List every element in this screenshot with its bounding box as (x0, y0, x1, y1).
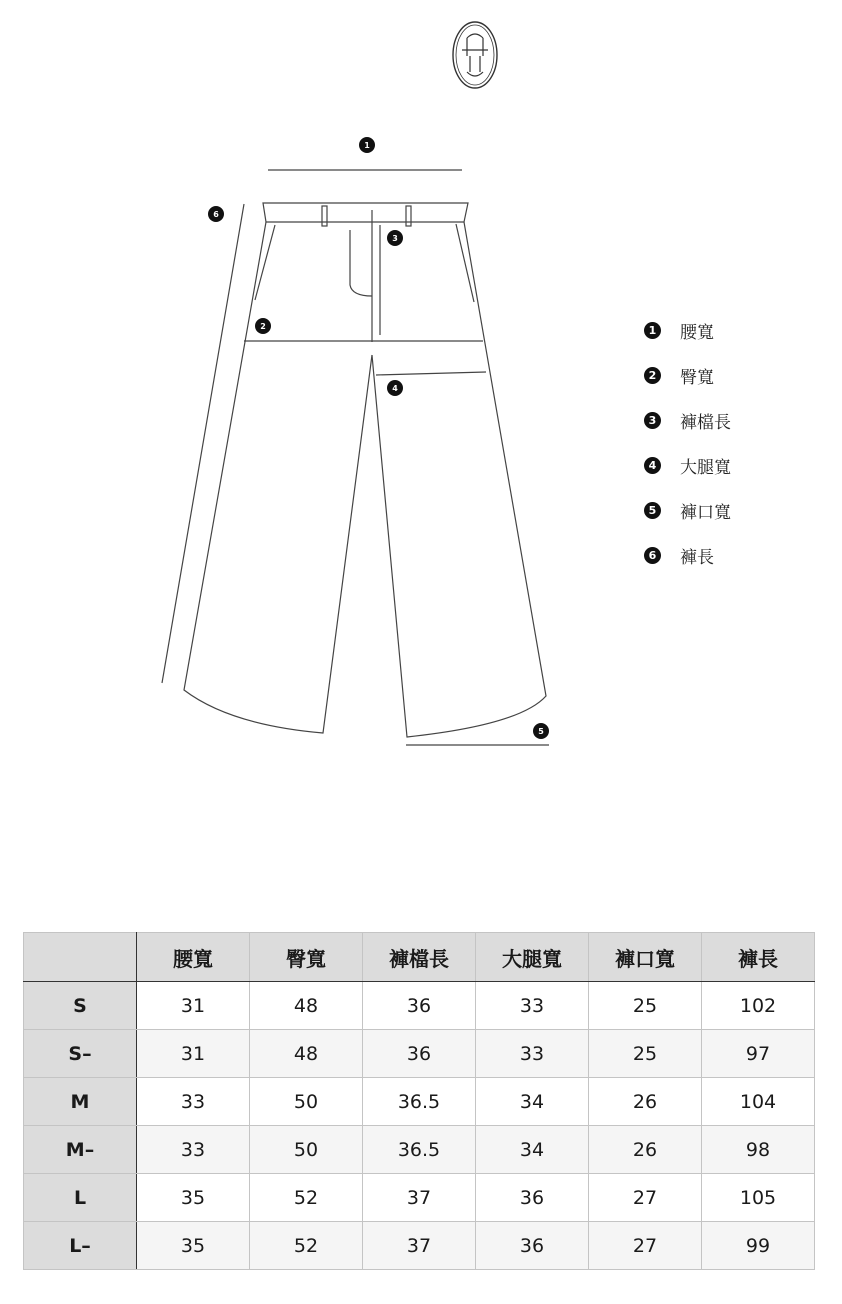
table-cell: 35 (137, 1222, 250, 1270)
svg-text:3: 3 (392, 234, 398, 243)
table-cell: 52 (250, 1222, 363, 1270)
table-cell: 25 (589, 982, 702, 1030)
legend-label: 腰寬 (680, 323, 714, 343)
table-cell: 105 (702, 1174, 815, 1222)
table-cell: 37 (363, 1174, 476, 1222)
table-row (24, 982, 815, 1030)
table-cell: 36.5 (363, 1078, 476, 1126)
table-cell: 48 (250, 1030, 363, 1078)
marker-6 (208, 206, 224, 222)
marker-5 (533, 723, 549, 739)
table-row (24, 1126, 815, 1174)
size-label-cell: L– (24, 1222, 137, 1270)
table-cell: 31 (137, 982, 250, 1030)
table-cell: 37 (363, 1222, 476, 1270)
table-cell: 104 (702, 1078, 815, 1126)
table-header-cell: 大腿寬 (476, 933, 589, 982)
table-cell: 97 (702, 1030, 815, 1078)
legend-label: 褲檔長 (680, 413, 731, 433)
table-cell: 25 (589, 1030, 702, 1078)
table-row (24, 1222, 815, 1270)
table-cell: 33 (476, 1030, 589, 1078)
table-cell: 36.5 (363, 1126, 476, 1174)
svg-text:6: 6 (213, 210, 219, 219)
table-cell: 34 (476, 1078, 589, 1126)
table-cell: 33 (137, 1078, 250, 1126)
table-cell: 50 (250, 1078, 363, 1126)
table-header-cell (24, 933, 137, 982)
table-cell: 99 (702, 1222, 815, 1270)
table-cell: 102 (702, 982, 815, 1030)
marker-3 (387, 230, 403, 246)
legend-number: 4 (644, 457, 661, 474)
legend-item-rise (644, 398, 731, 443)
size-chart-table (23, 932, 815, 1270)
brand-logo-icon (453, 22, 497, 88)
table-cell: 36 (363, 1030, 476, 1078)
table-cell: 26 (589, 1078, 702, 1126)
table-header-row (24, 933, 815, 982)
measurement-legend (644, 308, 731, 578)
table-cell: 27 (589, 1222, 702, 1270)
legend-label: 褲口寬 (680, 503, 731, 523)
svg-text:4: 4 (392, 384, 398, 393)
legend-label: 臀寬 (680, 368, 714, 388)
legend-item-thigh (644, 443, 731, 488)
legend-item-hip (644, 353, 731, 398)
table-row (24, 1174, 815, 1222)
size-label-cell: L (24, 1174, 137, 1222)
table-cell: 36 (476, 1222, 589, 1270)
right-leg (372, 222, 546, 737)
size-label-cell: S (24, 982, 137, 1030)
table-cell: 36 (476, 1174, 589, 1222)
svg-text:2: 2 (260, 322, 266, 331)
legend-number: 1 (644, 322, 661, 339)
legend-label: 大腿寬 (680, 458, 731, 478)
marker-1 (359, 137, 375, 153)
table-cell: 36 (363, 982, 476, 1030)
size-label-cell: S– (24, 1030, 137, 1078)
table-cell: 27 (589, 1174, 702, 1222)
table-cell: 33 (476, 982, 589, 1030)
table-row (24, 1078, 815, 1126)
table-cell: 31 (137, 1030, 250, 1078)
table-header-cell: 臀寬 (250, 933, 363, 982)
table-header-cell: 褲口寬 (589, 933, 702, 982)
svg-text:1: 1 (364, 141, 370, 150)
table-row (24, 1030, 815, 1078)
table-cell: 34 (476, 1126, 589, 1174)
length-measure-line (162, 204, 244, 683)
table-cell: 35 (137, 1174, 250, 1222)
size-label-cell: M (24, 1078, 137, 1126)
legend-item-length (644, 533, 731, 578)
table-cell: 50 (250, 1126, 363, 1174)
marker-4 (387, 380, 403, 396)
legend-label: 褲長 (680, 548, 714, 568)
legend-number: 2 (644, 367, 661, 384)
legend-number: 6 (644, 547, 661, 564)
svg-text:5: 5 (538, 727, 544, 736)
table-cell: 48 (250, 982, 363, 1030)
legend-item-waist (644, 308, 731, 353)
table-cell: 33 (137, 1126, 250, 1174)
thigh-measure-line (376, 372, 486, 375)
table-header-cell: 褲長 (702, 933, 815, 982)
table-header-cell: 褲檔長 (363, 933, 476, 982)
table-cell: 98 (702, 1126, 815, 1174)
left-leg (184, 222, 372, 733)
marker-2 (255, 318, 271, 334)
legend-number: 5 (644, 502, 661, 519)
waistband (263, 203, 468, 222)
size-label-cell: M– (24, 1126, 137, 1174)
table-header-cell: 腰寬 (137, 933, 250, 982)
table-cell: 26 (589, 1126, 702, 1174)
table-cell: 52 (250, 1174, 363, 1222)
legend-number: 3 (644, 412, 661, 429)
legend-item-hem (644, 488, 731, 533)
